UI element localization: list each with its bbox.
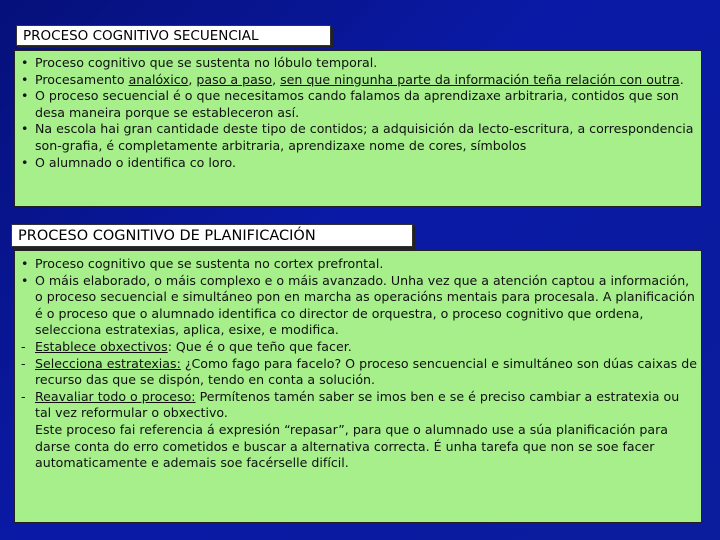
list-item	[21, 356, 697, 389]
bullet-icon: •	[21, 272, 29, 288]
list-item	[21, 88, 697, 121]
item-text: Procesamento	[35, 71, 129, 87]
section-title-planning: PROCESO COGNITIVO DE PLANIFICACIÓN	[11, 224, 413, 247]
bullet-icon: •	[21, 88, 29, 104]
list-item	[21, 155, 697, 172]
item-text: Proceso cognitivo que se sustenta no cortex prefrontal.	[35, 256, 384, 271]
bullet-list-planning	[21, 256, 697, 472]
list-item	[21, 121, 697, 154]
bullet-icon: •	[21, 154, 29, 170]
item-text: ,	[272, 71, 281, 87]
underlined-text: Selecciona estratexias:	[35, 355, 181, 371]
panel-planning	[14, 250, 702, 523]
panel-sequential	[14, 50, 702, 207]
item-text: ,	[188, 71, 197, 87]
item-text: Na escola hai gran cantidade deste tipo de contidos; a adquisición da lecto-escritura, a correspondencia son-grafia, é completamente arbitraria, aprendizaxe nome de cores, símbolos	[35, 121, 694, 153]
dash-marker: -	[21, 388, 26, 404]
bullet-icon: •	[21, 55, 29, 70]
item-text: Permítenos tamén saber se imos ben e se é preciso cambiar a estratexia ou tal vez reformular o obxectivo.	[35, 388, 680, 421]
underlined-text: analóxico	[128, 71, 189, 87]
section-title-sequential: PROCESO COGNITIVO SECUENCIAL	[16, 25, 331, 46]
underlined-text: sen que ningunha parte da información teña relación con outra	[280, 71, 680, 87]
underlined-text: Establece obxectivos	[35, 338, 168, 354]
item-text: O máis elaborado, o máis complexo e o máis avanzado. Unha vez que a atención captou a información, o proceso secuencial e simultáneo pon en marcha as operacións mentais para procesala. A planificación é o proceso que o alumnado identifica co director de orquestra, o proceso cognitivo que ordena, selecciona estratexias, aplica, esixe, e modifica.	[35, 272, 695, 338]
bullet-list-sequential	[21, 55, 697, 171]
bullet-icon: •	[21, 121, 29, 137]
item-text: Proceso cognitivo que se sustenta no lóbulo temporal.	[35, 55, 378, 70]
item-text: .	[679, 71, 684, 87]
list-item	[21, 256, 697, 273]
list-item	[21, 72, 697, 89]
item-text: ¿Como fago para facelo? O proceso sencuencial e simultáneo son dúas caixas de recurso das que se dispón, tendo en conta a solución.	[35, 355, 697, 388]
dash-marker: -	[21, 338, 26, 354]
item-text: O alumnado o identifica co loro.	[35, 154, 236, 170]
item-text: O proceso secuencial é o que necesitamos cando falamos da aprendizaxe arbitraria, contidos que son desa maneira porque se estableceron así.	[35, 88, 679, 120]
list-item	[21, 273, 697, 339]
list-item	[21, 389, 697, 422]
item-text: Este proceso fai referencia á expresión “repasar”, para que o alumnado use a súa planificación para darse conta do erro cometidos e buscar a alternativa correcta. É unha tarefa que non se soe facer automaticamente e ademais soe facérselle difícil.	[35, 421, 668, 471]
bullet-icon: •	[21, 256, 29, 271]
dash-marker: -	[21, 355, 26, 371]
underlined-text: paso a paso	[196, 71, 273, 87]
list-item	[21, 339, 697, 356]
list-item	[21, 55, 697, 72]
list-item	[21, 422, 697, 472]
underlined-text: Reavaliar todo o proceso:	[35, 388, 196, 404]
item-text: : Que é o que teño que facer.	[167, 338, 352, 354]
bullet-icon: •	[21, 71, 29, 87]
